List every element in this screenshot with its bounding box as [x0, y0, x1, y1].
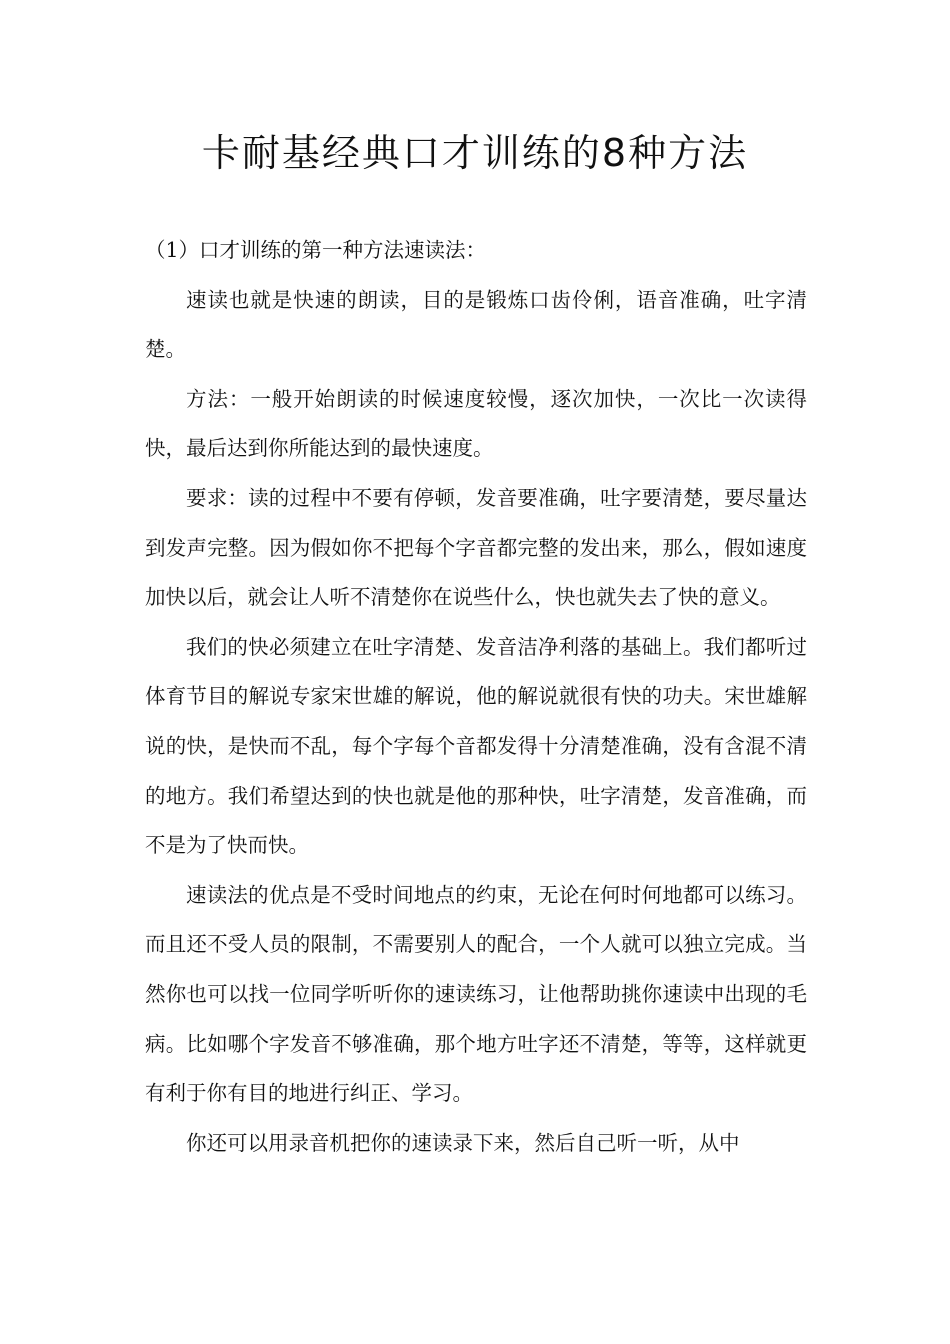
paragraph-recording: 你还可以用录音机把你的速读录下来，然后自己听一听，从中	[186, 1130, 740, 1155]
document-title: 卡耐基经典口才训练的8种方法	[201, 131, 749, 175]
document-body	[145, 226, 807, 1168]
paragraph-speed-reading-definition: 速读也就是快速的朗读，目的是锻炼口齿伶俐，语音准确，吐字清楚。	[145, 287, 807, 362]
paragraph-advantages: 速读法的优点是不受时间地点的约束，无论在何时何地都可以练习。而且还不受人员的限制，不需要别人的配合，一个人就可以独立完成。当然你也可以找一位同学听听你的速读练习，让他帮助挑你速读中出现的毛病。比如哪个字发音不够准确，那个地方吐字还不清楚，等等，这样就更有利于你有目的地进行纠正、学习。	[145, 882, 807, 1106]
paragraph-requirements: 要求：读的过程中不要有停顿，发音要准确，吐字要清楚，要尽量达到发声完整。因为假如你不把每个字音都完整的发出来，那么，假如速度加快以后，就会让人听不清楚你在说些什么，快也就失去了快的意义。	[145, 485, 807, 610]
paragraph-clarity-example: 我们的快必须建立在吐字清楚、发音洁净利落的基础上。我们都听过体育节目的解说专家宋世雄的解说，他的解说就很有快的功夫。宋世雄解说的快，是快而不乱，每个字每个音都发得十分清楚准确，没有含混不清的地方。我们希望达到的快也就是他的那种快，吐字清楚，发音准确，而不是为了快而快。	[145, 634, 807, 858]
paragraph-method: 方法：一般开始朗读的时候速度较慢，逐次加快，一次比一次读得快，最后达到你所能达到的最快速度。	[145, 386, 807, 461]
section-heading: （1）口才训练的第一种方法速读法：	[145, 238, 487, 262]
